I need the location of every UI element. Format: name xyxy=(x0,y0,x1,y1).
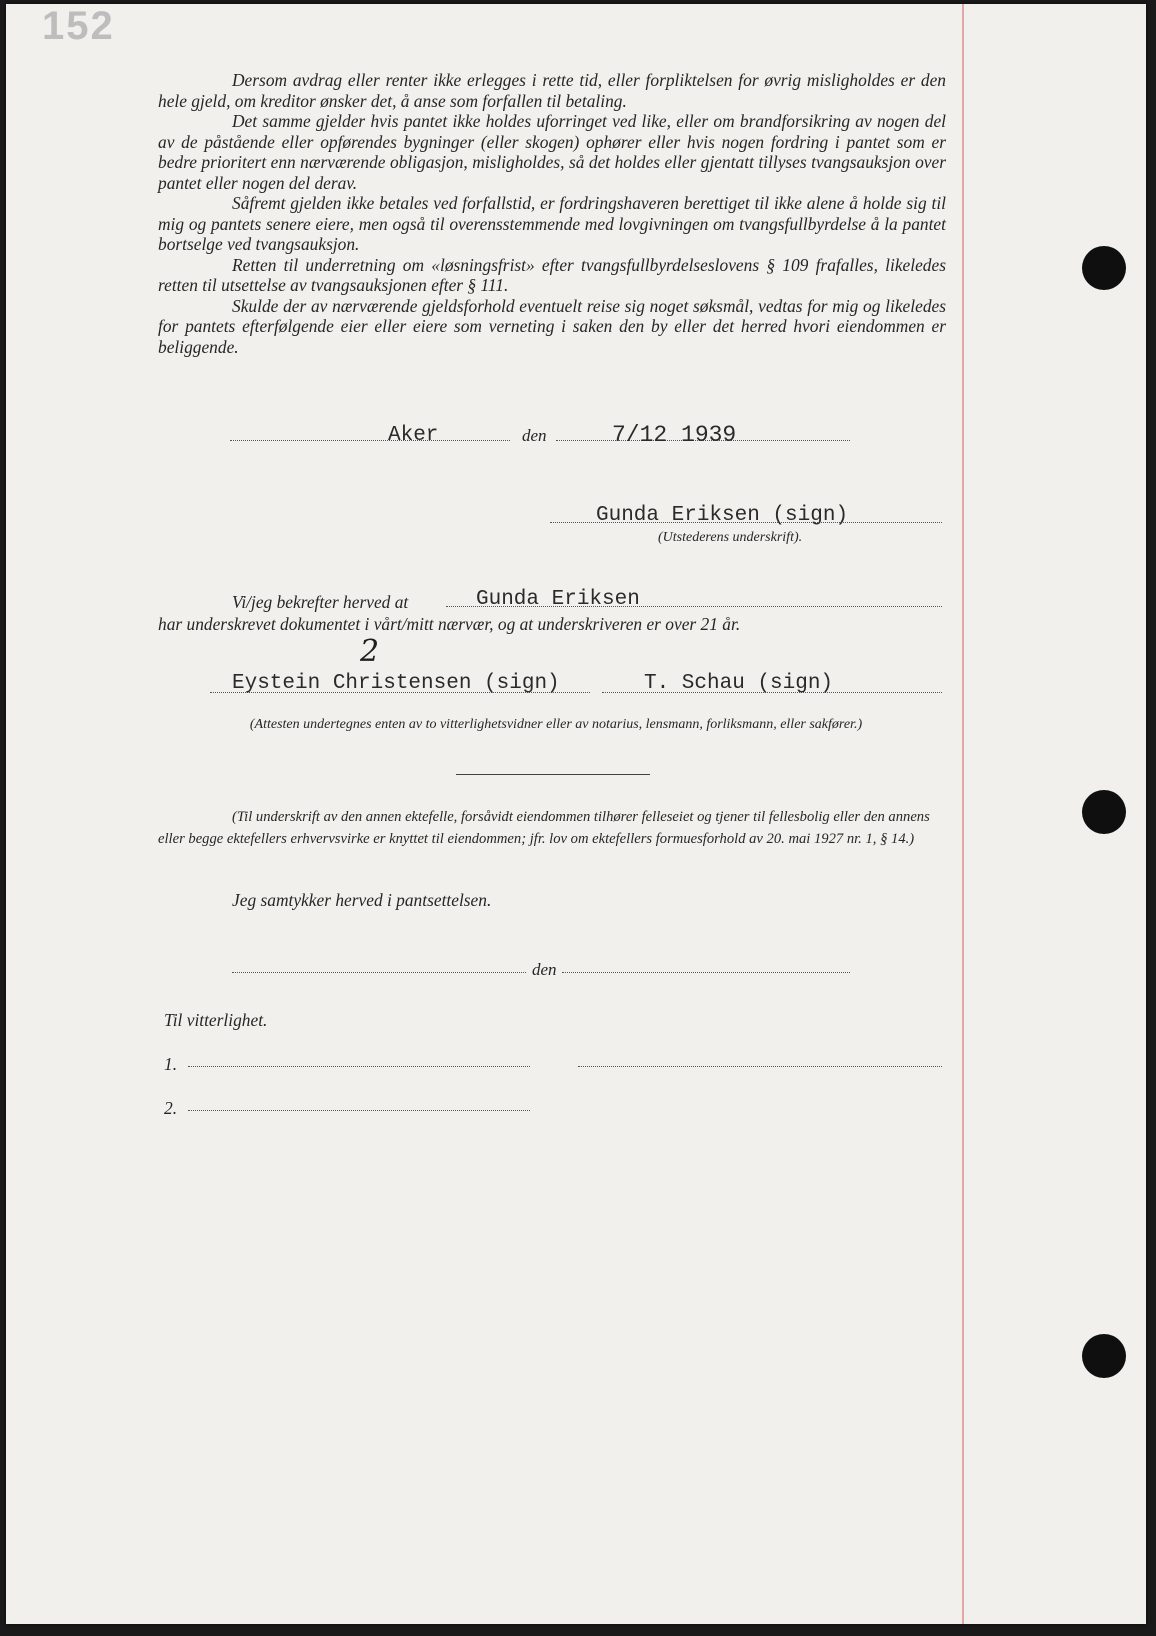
date-value: 7/12 1939 xyxy=(612,422,737,448)
vitterlighet-number-2: 2. xyxy=(164,1098,178,1118)
binder-hole xyxy=(1082,246,1126,290)
binder-hole xyxy=(1082,790,1126,834)
binder-hole xyxy=(1082,1334,1126,1378)
witness-subject-name: Gunda Eriksen xyxy=(476,588,640,611)
document-page xyxy=(6,4,1146,1624)
witness2-signature: T. Schau (sign) xyxy=(644,672,834,695)
margin-rule xyxy=(962,4,964,1624)
attest-note: (Attesten undertegnes enten av to vitterlighetsvidner eller av notarius, lensmann, forliksmann, eller sakfører.) xyxy=(249,717,863,732)
consent-place-line xyxy=(232,972,526,973)
witness-statement-prefix: Vi/jeg bekrefter herved at xyxy=(232,592,409,612)
witness1-signature: Eystein Christensen (sign) xyxy=(232,672,560,695)
issuer-signature: Gunda Eriksen (sign) xyxy=(596,504,849,527)
witness-statement-line2: har underskrevet dokumentet i vårt/mitt nærvær, og at underskriveren er over 21 år. xyxy=(158,614,741,634)
place-line xyxy=(230,440,510,441)
clause-venue: Skulde der av nærværende gjeldsforhold eventuelt reise sig noget søksmål, vedtas for mig og likeledes for pantets efterfølgende eier eller eiere som verneting i saken den by eller det herred hvori eiendommen er beliggende. xyxy=(158,295,946,357)
vitterlighet-line-1b xyxy=(578,1066,942,1067)
clause-forced-sale: Såfremt gjelden ikke betales ved forfallstid, er fordringshaveren berettiget til ikke alene å holde sig til mig og pantets senere eiere, men også til overensstemmende med lovgivningen om tvangsfullbyrdelse å la pantet bortselge ved tvangsauksjon. xyxy=(158,193,946,254)
spouse-note: (Til underskrift av den annen ektefelle, forsåvidt eiendommen tilhører felleseiet og tjener til fellesbolig eller den annens eller begge ektefellers erhvervsvirke er knyttet til eiendommen; jfr. lov om ektefellers formuesforhold av 20. mai 1927 nr. 1, § 14.) xyxy=(158,809,930,847)
clause-notice: Retten til underretning om «løsningsfrist» efter tvangsfullbyrdelseslovens § 109 frafalles, likeledes retten til utsettelse av tvangsauksjonen efter § 111. xyxy=(158,254,946,295)
vitterlighet-number-1: 1. xyxy=(164,1054,178,1074)
consent-text: Jeg samtykker herved i pantsettelsen. xyxy=(232,890,492,910)
vitterlighet-line-1a xyxy=(188,1066,530,1067)
handwritten-mark: 2 xyxy=(360,634,380,669)
consent-den-label: den xyxy=(532,960,557,979)
terms-clauses xyxy=(158,70,946,357)
den-label: den xyxy=(522,426,547,445)
separator-rule xyxy=(456,774,650,775)
clause-insurance: Det samme gjelder hvis pantet ikke holdes uforringet ved like, eller om brandforsikring av nogen del av de påstående eller opførendes bygninger (eller skogen) ophører eller hvis nogen fordring i pantet som er bedre prioritert enn nærværende obligasjon, misligholdes, så det holdes eller gjentatt tillyses tvangsauksjon over pantet eller nogen del derav. xyxy=(158,111,946,193)
consent-date-line xyxy=(562,972,850,973)
vitterlighet-line-2 xyxy=(188,1110,530,1111)
page-number-stamp: 152 xyxy=(42,4,115,48)
vitterlighet-title: Til vitterlighet. xyxy=(164,1010,268,1030)
issuer-caption: (Utstederens underskrift). xyxy=(658,530,803,545)
clause-default: Dersom avdrag eller renter ikke erlegges i rette tid, eller forpliktelsen for øvrig misligholdes er den hele gjeld, om kreditor ønsker det, å anse som forfallen til betaling. xyxy=(158,70,946,111)
place-value: Aker xyxy=(388,424,439,447)
